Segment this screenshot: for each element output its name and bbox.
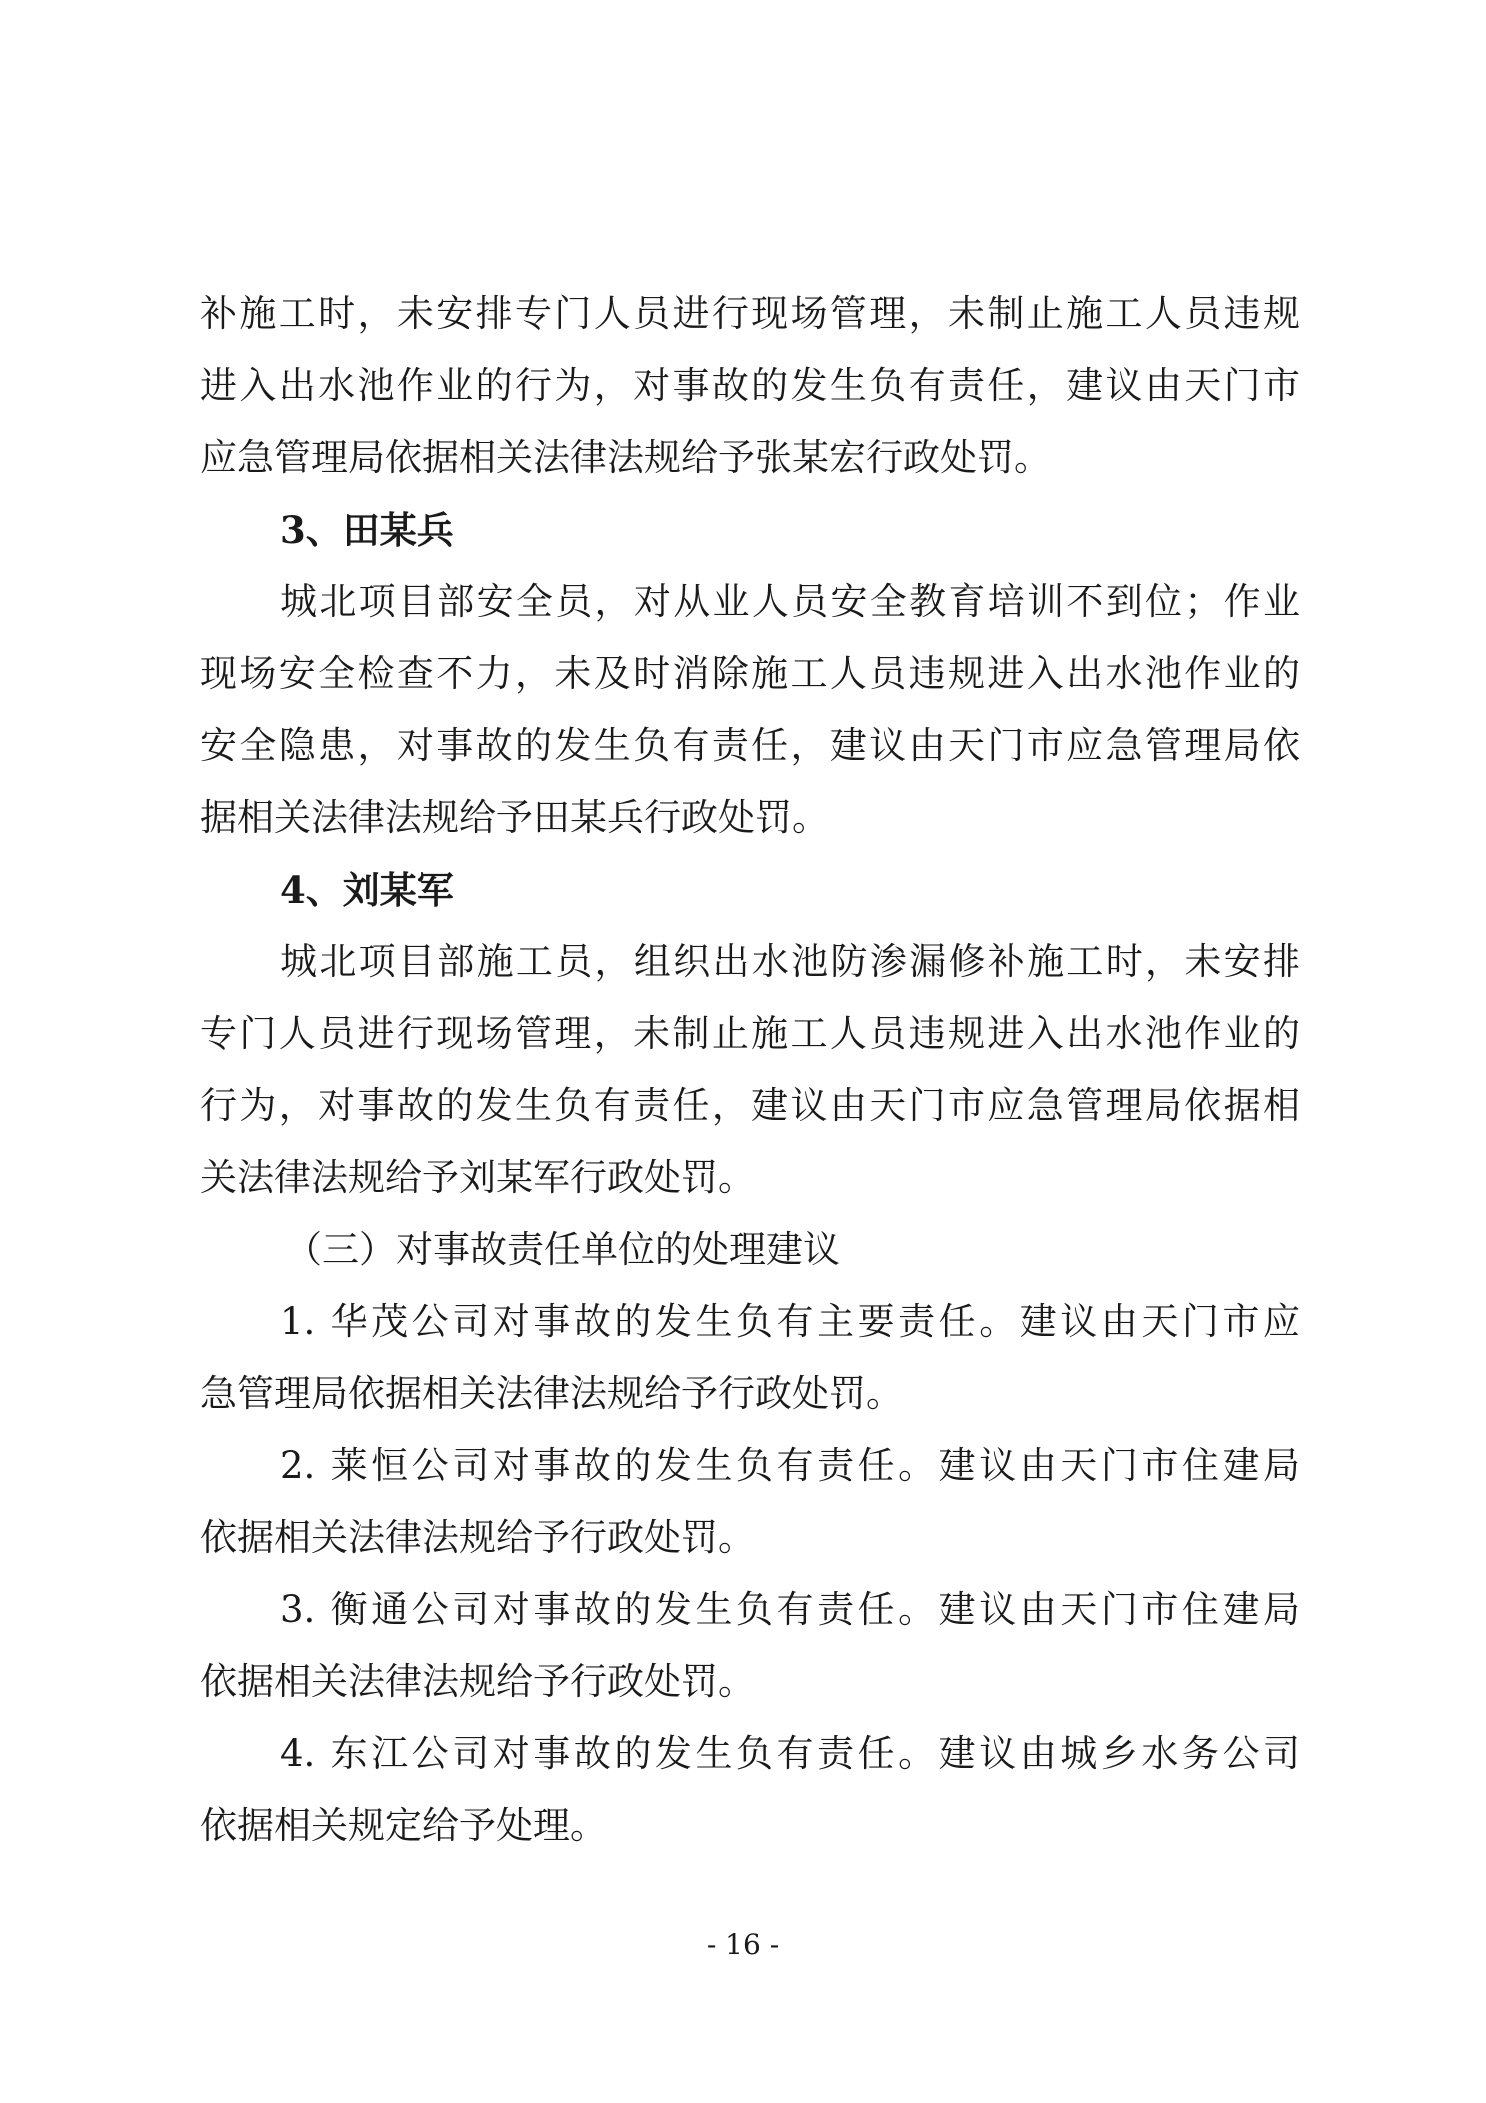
paragraph-line: 2. 莱恒公司对事故的发生负有责任。建议由天门市住建局 [280,1444,1300,1487]
paragraph-line: 依据相关规定给予处理。 [200,1804,607,1847]
paragraph-line: 急管理局依据相关法律法规给予行政处罚。 [200,1372,903,1415]
paragraph-line: 依据相关法律法规给予行政处罚。 [200,1516,755,1559]
document-body [200,278,1300,1862]
paragraph-line: 现场安全检查不力，未及时消除施工人员违规进入出水池作业的 [200,652,1300,695]
section-heading-units: （三）对事故责任单位的处理建议 [285,1228,840,1271]
section-heading-tian: 3、田某兵 [280,508,454,552]
paragraph-line: 城北项目部安全员，对从业人员安全教育培训不到位；作业 [280,580,1300,623]
paragraph-line: 补施工时，未安排专门人员进行现场管理，未制止施工人员违规 [200,292,1300,335]
paragraph-line: 依据相关法律法规给予行政处罚。 [200,1660,755,1703]
paragraph-line: 4. 东江公司对事故的发生负有责任。建议由城乡水务公司 [280,1732,1300,1775]
paragraph-line: 应急管理局依据相关法律法规给予张某宏行政处罚。 [200,436,1051,479]
paragraph-line: 1. 华茂公司对事故的发生负有主要责任。建议由天门市应 [280,1300,1300,1343]
paragraph-line: 据相关法律法规给予田某兵行政处罚。 [200,796,829,839]
section-heading-liu: 4、刘某军 [280,868,454,912]
paragraph-line: 进入出水池作业的行为，对事故的发生负有责任，建议由天门市 [200,364,1300,407]
paragraph-line: 3. 衡通公司对事故的发生负有责任。建议由天门市住建局 [280,1588,1300,1631]
paragraph-line: 安全隐患，对事故的发生负有责任，建议由天门市应急管理局依 [200,724,1300,767]
paragraph-line: 城北项目部施工员，组织出水池防渗漏修补施工时，未安排 [280,940,1300,983]
paragraph-line: 专门人员进行现场管理，未制止施工人员违规进入出水池作业的 [200,1012,1300,1055]
page-number: - 16 - [706,1928,780,1961]
paragraph-line: 关法律法规给予刘某军行政处罚。 [200,1156,755,1199]
paragraph-line: 行为，对事故的发生负有责任，建议由天门市应急管理局依据相 [200,1084,1300,1127]
